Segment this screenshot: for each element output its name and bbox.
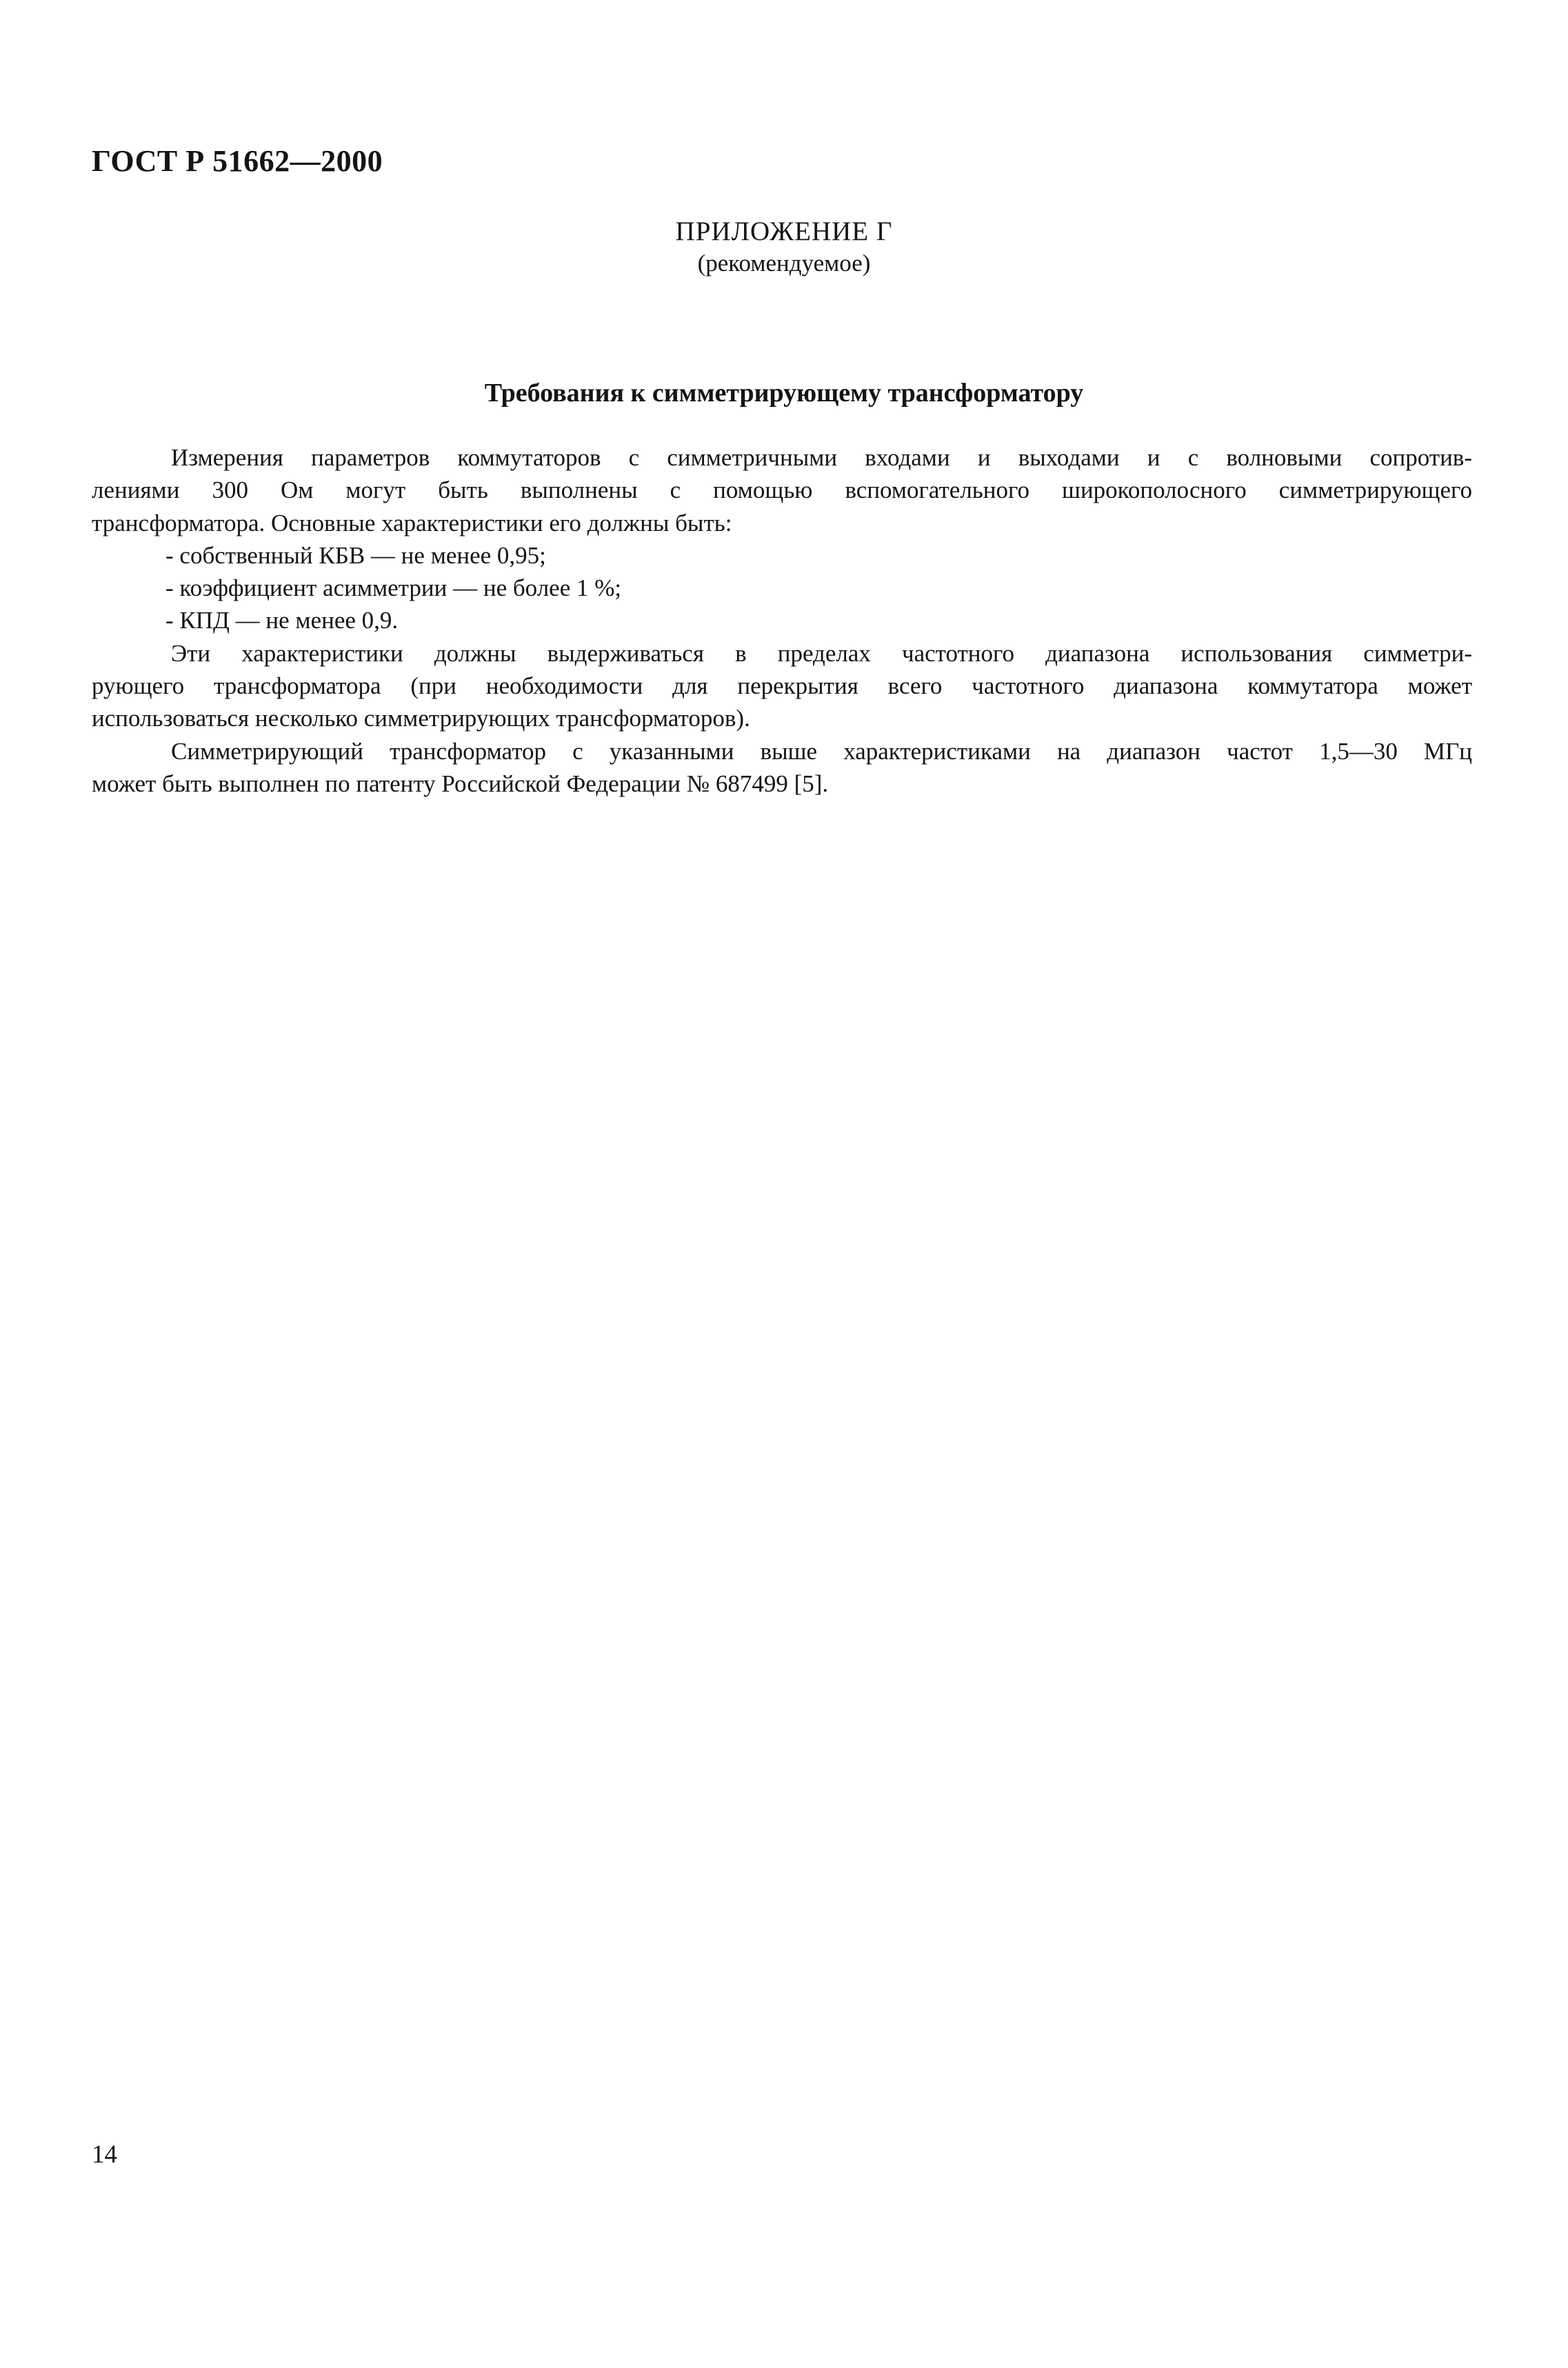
requirement-item: - собственный КБВ — не менее 0,95; bbox=[165, 541, 546, 569]
paragraph-line: лениями 300 Ом могут быть выполнены с помощью вспомогательного широкополосного симметрирующего bbox=[92, 476, 1472, 504]
paragraph-line: Симметрирующий трансформатор с указанными выше характеристиками на диапазон частот 1,5—30 МГц bbox=[171, 737, 1472, 765]
paragraph-line: трансформатора. Основные характеристики его должны быть: bbox=[92, 509, 732, 536]
paragraph-line: Эти характеристики должны выдерживаться в пределах частотного диапазона использования симметри- bbox=[171, 639, 1472, 667]
appendix-title: ПРИЛОЖЕНИЕ Г bbox=[675, 217, 893, 246]
requirement-item: - коэффициент асимметрии — не более 1 %; bbox=[165, 574, 622, 602]
paragraph-line: рующего трансформатора (при необходимости для перекрытия всего частотного диапазона коммутатора может bbox=[92, 672, 1472, 700]
paragraph-patent bbox=[92, 735, 1472, 801]
paragraph-intro bbox=[92, 441, 1472, 539]
requirement-item: - КПД — не менее 0,9. bbox=[165, 607, 399, 634]
document-body bbox=[92, 441, 1472, 800]
appendix-status: (рекомендуемое) bbox=[697, 250, 871, 277]
appendix-header bbox=[0, 215, 1568, 279]
page-number: 14 bbox=[92, 2140, 117, 2169]
paragraph-line: Измерения параметров коммутаторов с симметричными входами и выходами и с волновыми сопротив- bbox=[171, 444, 1472, 471]
document-code: ГОСТ Р 51662—2000 bbox=[92, 144, 383, 178]
section-heading: Требования к симметрирующему трансформатору bbox=[484, 379, 1084, 408]
paragraph-line: использоваться несколько симметрирующих трансформаторов). bbox=[92, 705, 750, 732]
paragraph-range bbox=[92, 637, 1472, 735]
paragraph-line: может быть выполнен по патенту Российской Федерации № 687499 [5]. bbox=[92, 770, 829, 797]
